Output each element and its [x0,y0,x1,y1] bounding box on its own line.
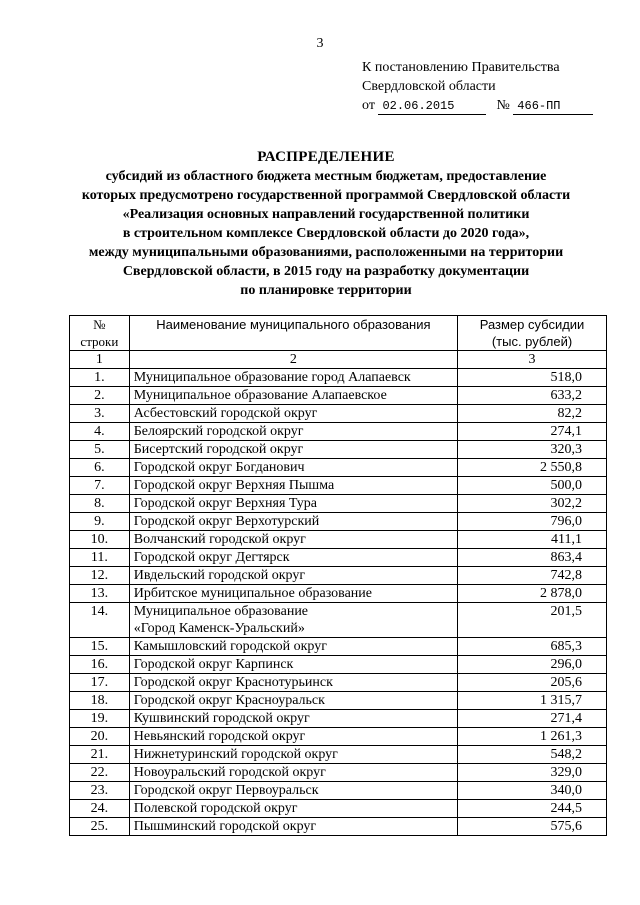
table-row [70,459,607,477]
municipality-name [129,818,457,836]
heading-line: в строительном комплексе Свердловской области до 2020 года», [122,226,530,241]
table-row [70,495,607,513]
number-label: № [496,98,510,113]
municipality-name-line: Ивдельский городской округ [133,568,306,583]
subsidy-amount: 2 550,8 [458,459,607,477]
municipality-name-line: Волчанский городской округ [133,532,306,547]
row-number: 18. [70,692,130,710]
table-row [70,531,607,549]
table-row [70,818,607,836]
table-row [70,764,607,782]
municipality-name-line: Городской округ Верхняя Пышма [133,478,335,493]
subsidy-amount: 205,6 [458,674,607,692]
municipality-name [129,603,457,638]
municipality-name-line: Белоярский городской округ [133,424,304,439]
municipality-name-line: Новоуральский городской округ [133,765,326,780]
row-number: 20. [70,728,130,746]
table-row [70,746,607,764]
from-label: от [362,98,375,113]
municipality-name-line: Асбестовский городской округ [133,406,318,421]
header-subsidy-amount [458,316,607,351]
subsidy-amount: 518,0 [458,369,607,387]
page-number: 3 [316,36,324,51]
municipality-name-line: Муниципальное образование Алапаевское [133,388,387,403]
column-number-3: 3 [458,351,607,369]
municipality-name-line-2: «Город Каменск-Уральский» [133,621,305,636]
municipality-name-line: Полевской городской округ [133,801,298,816]
municipality-name [129,728,457,746]
subsidy-amount: 685,3 [458,638,607,656]
header-row-label: строки [80,334,119,349]
subsidy-amount: 320,3 [458,441,607,459]
municipality-name [129,800,457,818]
document-subtitle [40,167,612,300]
row-number: 11. [70,549,130,567]
municipality-name-line: Нижнетуринский городской округ [133,747,338,762]
municipality-name-line: Пышминский городской округ [133,819,317,834]
subsidy-amount: 201,5 [458,603,607,638]
table-row [70,567,607,585]
table-row [70,638,607,656]
municipality-name [129,477,457,495]
municipality-name [129,567,457,585]
subsidy-amount: 296,0 [458,656,607,674]
subsidy-amount: 2 878,0 [458,585,607,603]
municipality-name-line: Городской округ Краснотурьинск [133,675,333,690]
municipality-name-line: Городской округ Красноуральск [133,693,325,708]
row-number: 1. [70,369,130,387]
heading-line: Свердловской области, в 2015 году на разработку документации [122,264,530,279]
subsidy-amount: 411,1 [458,531,607,549]
approval-line-2: Свердловской области [362,79,496,94]
municipality-name [129,674,457,692]
municipality-name-line: Муниципальное образование [133,604,309,619]
municipality-name [129,638,457,656]
row-number: 6. [70,459,130,477]
subsidy-amount: 340,0 [458,782,607,800]
subsidy-amount: 271,4 [458,710,607,728]
municipality-name [129,495,457,513]
table-row [70,728,607,746]
subsidy-amount: 274,1 [458,423,607,441]
municipality-name-line: Городской округ Дегтярск [133,550,290,565]
subsidy-amount: 863,4 [458,549,607,567]
subsidy-amount: 329,0 [458,764,607,782]
subsidy-amount: 796,0 [458,513,607,531]
table-row [70,423,607,441]
municipality-name-line: Городской округ Богданович [133,460,305,475]
row-number: 19. [70,710,130,728]
municipality-name [129,549,457,567]
table-row [70,513,607,531]
municipality-name-line: Городской округ Карпинск [133,657,294,672]
heading-line: субсидий из областного бюджета местным бюджетам, предоставление [105,169,547,184]
municipality-name-line: Городской округ Верхотурский [133,514,320,529]
table-row [70,549,607,567]
row-number: 17. [70,674,130,692]
column-number-2: 2 [129,351,457,369]
decree-number: 466-ПП [513,99,593,115]
table-row [70,710,607,728]
subsidy-amount: 244,5 [458,800,607,818]
municipality-name-line: Кушвинский городской округ [133,711,310,726]
table-row [70,674,607,692]
row-number: 3. [70,405,130,423]
subsidy-amount: 82,2 [458,405,607,423]
row-number: 9. [70,513,130,531]
row-number: 14. [70,603,130,638]
municipality-name [129,710,457,728]
heading-line: «Реализация основных направлений государственной политики [122,207,530,222]
column-number-row [70,351,607,369]
table-body [70,369,607,836]
row-number: 4. [70,423,130,441]
table-row [70,387,607,405]
municipality-name [129,656,457,674]
municipality-name [129,764,457,782]
header-municipality-name: Наименование муниципального образования [129,316,457,351]
heading-line: между муниципальными образованиями, расположенными на территории [88,245,564,260]
municipality-name [129,423,457,441]
row-number: 2. [70,387,130,405]
subsidy-amount: 500,0 [458,477,607,495]
row-number: 25. [70,818,130,836]
header-number-sign: № [93,317,106,332]
header-row-number [70,316,130,351]
table-header-row [70,316,607,351]
row-number: 24. [70,800,130,818]
table-row [70,405,607,423]
municipality-name-line: Камышловский городской округ [133,639,327,654]
municipality-name [129,531,457,549]
approval-date-number [362,96,593,115]
municipality-name [129,782,457,800]
municipality-name [129,441,457,459]
subsidy-amount: 575,6 [458,818,607,836]
subsidy-amount: 548,2 [458,746,607,764]
municipality-name [129,459,457,477]
document-title: РАСПРЕДЕЛЕНИЕ [257,149,395,165]
municipality-name-line: Бисертский городской округ [133,442,304,457]
row-number: 7. [70,477,130,495]
table-row [70,585,607,603]
row-number: 13. [70,585,130,603]
approval-reference [362,58,593,115]
municipality-name [129,692,457,710]
municipality-name [129,405,457,423]
municipality-name [129,369,457,387]
row-number: 15. [70,638,130,656]
row-number: 10. [70,531,130,549]
row-number: 8. [70,495,130,513]
table-row [70,656,607,674]
row-number: 12. [70,567,130,585]
row-number: 22. [70,764,130,782]
decree-date: 02.06.2015 [378,99,486,115]
table-row [70,603,607,638]
table-row [70,369,607,387]
column-number-1: 1 [70,351,130,369]
header-subsidy-label: Размер субсидии [479,317,585,332]
municipality-name-line: Городской округ Верхняя Тура [133,496,317,511]
heading-line: которых предусмотрено государственной программой Свердловской области [81,188,571,203]
municipality-name-line: Городской округ Первоуральск [133,783,319,798]
row-number: 5. [70,441,130,459]
heading-line: по планировке территории [240,283,412,298]
table-row [70,782,607,800]
subsidy-amount: 1 315,7 [458,692,607,710]
municipality-name [129,746,457,764]
municipality-name [129,585,457,603]
municipality-name-line: Ирбитское муниципальное образование [133,586,372,601]
row-number: 16. [70,656,130,674]
municipality-name [129,387,457,405]
row-number: 21. [70,746,130,764]
table-row [70,441,607,459]
subsidy-amount: 742,8 [458,567,607,585]
subsidy-amount: 302,2 [458,495,607,513]
row-number: 23. [70,782,130,800]
table-row [70,477,607,495]
subsidies-table [69,315,607,836]
municipality-name-line: Невьянский городской округ [133,729,306,744]
document-heading [40,148,612,300]
subsidy-amount: 633,2 [458,387,607,405]
municipality-name [129,513,457,531]
subsidy-amount: 1 261,3 [458,728,607,746]
table-row [70,800,607,818]
approval-line-1: К постановлению Правительства [362,60,560,75]
municipality-name-line: Муниципальное образование город Алапаевск [133,370,411,385]
table-row [70,692,607,710]
header-subsidy-units: (тыс. рублей) [491,334,573,349]
